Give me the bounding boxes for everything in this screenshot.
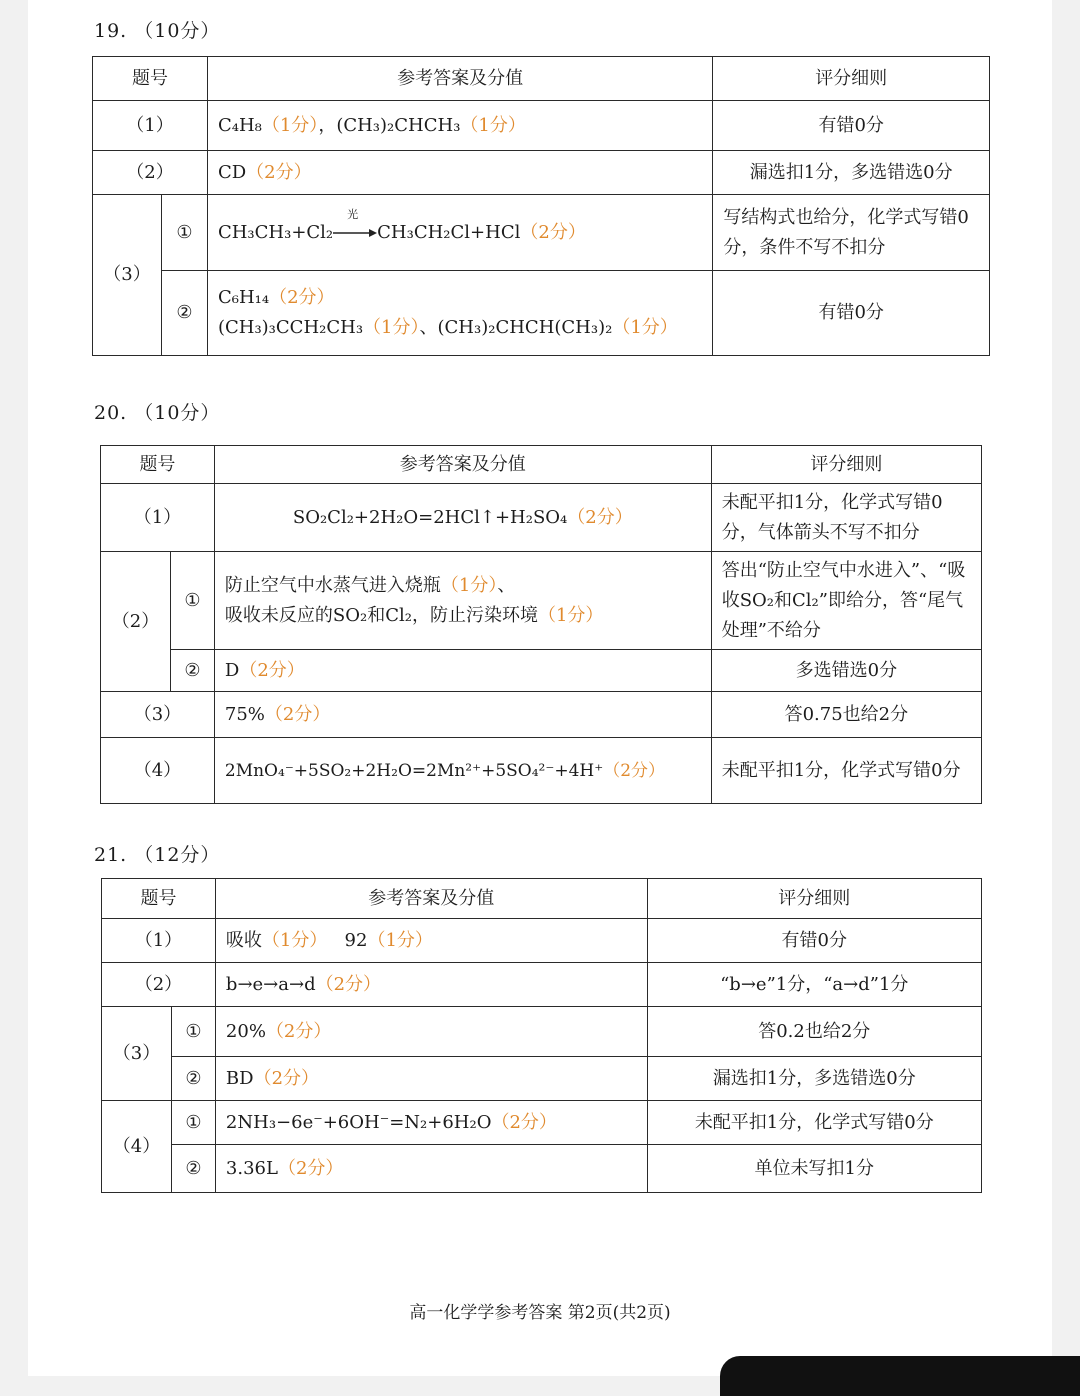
table-header-row bbox=[93, 57, 990, 101]
sub-num: ① bbox=[170, 552, 214, 650]
answer-text: D bbox=[224, 659, 240, 681]
row-num: （1） bbox=[102, 919, 216, 963]
score: （2分） bbox=[567, 506, 633, 528]
sub-num: ② bbox=[171, 1145, 215, 1193]
table-row bbox=[93, 271, 990, 356]
answer-cell bbox=[215, 919, 647, 963]
answer-cell bbox=[214, 650, 711, 692]
rule-cell: 有错0分 bbox=[713, 271, 990, 356]
answer-cell bbox=[215, 1101, 647, 1145]
header-rule: 评分细则 bbox=[713, 57, 990, 101]
table-row bbox=[93, 101, 990, 151]
q21-table bbox=[101, 878, 982, 1193]
answer-text: 吸收 bbox=[225, 929, 262, 951]
q21-title: 21. （12分） bbox=[94, 844, 221, 866]
reaction-arrow bbox=[333, 207, 377, 243]
sub-num: ② bbox=[171, 1057, 215, 1101]
answer-text: 防止空气中水蒸气进入烧瓶 bbox=[224, 574, 441, 596]
score: （2分） bbox=[269, 287, 335, 308]
row-num: （1） bbox=[101, 484, 215, 552]
score: （2分） bbox=[520, 221, 586, 243]
answer-text: C₄H₈ bbox=[217, 114, 262, 136]
answer-text: BD bbox=[225, 1067, 254, 1089]
rule-cell: “b→e”1分，“a→d”1分 bbox=[647, 963, 981, 1007]
bottom-overlay-bar bbox=[720, 1356, 1080, 1396]
table-row bbox=[101, 692, 982, 738]
row-num: （4） bbox=[101, 738, 215, 804]
answer-cell bbox=[215, 1007, 647, 1057]
table-row bbox=[102, 1145, 982, 1193]
answer-text: 92 bbox=[344, 929, 368, 951]
header-rule: 评分细则 bbox=[711, 446, 981, 484]
answer-cell bbox=[207, 195, 712, 271]
score: （1分） bbox=[261, 929, 328, 951]
score: （1分） bbox=[367, 929, 433, 951]
answer-text: b→e→a→d bbox=[225, 973, 316, 995]
sub-num: ② bbox=[161, 271, 207, 356]
score: （2分） bbox=[491, 1111, 557, 1133]
answer-text: CH₃CH₂Cl+HCl bbox=[377, 221, 521, 243]
answer-cell bbox=[207, 151, 712, 195]
answer-text: CD bbox=[217, 161, 247, 183]
table-row bbox=[102, 1007, 982, 1057]
answer-text: 2MnO₄⁻+5SO₂+2H₂O=2Mn²⁺+5SO₄²⁻+4H⁺ bbox=[224, 760, 604, 781]
answer-cell bbox=[215, 963, 647, 1007]
answer-text: CH₃CH₃+Cl₂ bbox=[217, 221, 334, 243]
answer-text: 吸收未反应的SO₂和Cl₂，防止污染环境 bbox=[224, 604, 538, 626]
sub-num: ① bbox=[161, 195, 207, 271]
table-header-row bbox=[101, 446, 982, 484]
row-num: （3） bbox=[101, 692, 215, 738]
score: （1分） bbox=[612, 317, 678, 338]
row-num: （3） bbox=[93, 195, 162, 356]
score: （1分） bbox=[363, 317, 420, 338]
page-footer: 高一化学学参考答案 第2页(共2页) bbox=[409, 1303, 671, 1323]
score: （2分） bbox=[253, 1067, 320, 1089]
table-row bbox=[101, 738, 982, 804]
answer-cell bbox=[207, 271, 712, 356]
separator: 、 bbox=[419, 317, 438, 338]
table-row bbox=[101, 650, 982, 692]
answer-cell bbox=[215, 1145, 647, 1193]
answer-text: 2NH₃−6e⁻+6OH⁻=N₂+6H₂O bbox=[225, 1111, 492, 1133]
header-num: 题号 bbox=[101, 446, 215, 484]
sub-num: ② bbox=[170, 650, 214, 692]
separator: ， bbox=[318, 114, 337, 136]
answer-text: SO₂Cl₂+2H₂O=2HCl↑+H₂SO₄ bbox=[292, 506, 568, 528]
rule-cell: 答出“防止空气中水进入”、“吸收SO₂和Cl₂”即给分，答“尾气处理”不给分 bbox=[711, 552, 981, 650]
row-num: （3） bbox=[102, 1007, 172, 1101]
table-row bbox=[102, 919, 982, 963]
table-row bbox=[102, 1057, 982, 1101]
q20-title: 20. （10分） bbox=[94, 402, 221, 424]
answer-text: (CH₃)₂CHCH₃ bbox=[336, 114, 461, 136]
answer-cell bbox=[215, 1057, 647, 1101]
table-row bbox=[101, 484, 982, 552]
score: （2分） bbox=[277, 1157, 344, 1179]
right-arrow-icon bbox=[333, 227, 377, 239]
sub-num: ① bbox=[171, 1101, 215, 1145]
answer-cell bbox=[207, 101, 712, 151]
rule-cell: 有错0分 bbox=[713, 101, 990, 151]
score: （1分） bbox=[261, 114, 319, 136]
rule-cell: 漏选扣1分，多选错选0分 bbox=[713, 151, 990, 195]
row-num: （2） bbox=[93, 151, 208, 195]
q19-table bbox=[92, 56, 990, 356]
score: （2分） bbox=[315, 973, 382, 995]
sub-num: ① bbox=[171, 1007, 215, 1057]
score: （2分） bbox=[239, 659, 305, 681]
row-num: （2） bbox=[102, 963, 216, 1007]
header-answer: 参考答案及分值 bbox=[215, 879, 647, 919]
rule-cell: 有错0分 bbox=[647, 919, 981, 963]
answer-text: 75% bbox=[224, 703, 265, 725]
header-num: 题号 bbox=[93, 57, 208, 101]
rule-cell: 多选错选0分 bbox=[711, 650, 981, 692]
answer-cell bbox=[214, 738, 711, 804]
answer-text: (CH₃)₃CCH₂CH₃ bbox=[217, 317, 364, 338]
rule-cell: 未配平扣1分，化学式写错0分 bbox=[711, 738, 981, 804]
q19-title: 19. （10分） bbox=[94, 20, 221, 42]
rule-cell: 漏选扣1分，多选错选0分 bbox=[647, 1057, 981, 1101]
score: （1分） bbox=[537, 604, 604, 626]
score: （2分） bbox=[265, 1020, 332, 1042]
reaction-condition: 光 bbox=[347, 207, 359, 221]
rule-cell: 未配平扣1分，化学式写错0分 bbox=[647, 1101, 981, 1145]
answer-cell bbox=[214, 552, 711, 650]
score: （1分） bbox=[440, 574, 498, 596]
answer-text: (CH₃)₂CHCH(CH₃)₂ bbox=[437, 317, 613, 338]
score: （2分） bbox=[264, 703, 331, 725]
rule-cell: 写结构式也给分，化学式写错0分，条件不写不扣分 bbox=[713, 195, 990, 271]
table-row bbox=[102, 1101, 982, 1145]
answer-cell bbox=[214, 692, 711, 738]
rule-cell: 未配平扣1分，化学式写错0分，气体箭头不写不扣分 bbox=[711, 484, 981, 552]
row-num: （4） bbox=[102, 1101, 172, 1193]
score: （2分） bbox=[603, 760, 666, 781]
q20-table bbox=[100, 445, 982, 804]
row-num: （2） bbox=[101, 552, 171, 692]
row-num: （1） bbox=[93, 101, 208, 151]
table-row bbox=[93, 151, 990, 195]
table-row bbox=[102, 963, 982, 1007]
table-header-row bbox=[102, 879, 982, 919]
table-row bbox=[93, 195, 990, 271]
rule-cell: 答0.2也给2分 bbox=[647, 1007, 981, 1057]
header-answer: 参考答案及分值 bbox=[214, 446, 711, 484]
score: （1分） bbox=[460, 114, 526, 136]
rule-cell: 单位未写扣1分 bbox=[647, 1145, 981, 1193]
answer-cell bbox=[214, 484, 711, 552]
answer-text: C₆H₁₄ bbox=[217, 287, 270, 308]
answer-text: 20% bbox=[225, 1020, 266, 1042]
header-answer: 参考答案及分值 bbox=[207, 57, 712, 101]
rule-cell: 答0.75也给2分 bbox=[711, 692, 981, 738]
answer-text: 3.36L bbox=[225, 1157, 278, 1179]
header-rule: 评分细则 bbox=[647, 879, 981, 919]
score: （2分） bbox=[246, 161, 312, 183]
separator: 、 bbox=[497, 574, 516, 596]
table-row bbox=[101, 552, 982, 650]
header-num: 题号 bbox=[102, 879, 216, 919]
